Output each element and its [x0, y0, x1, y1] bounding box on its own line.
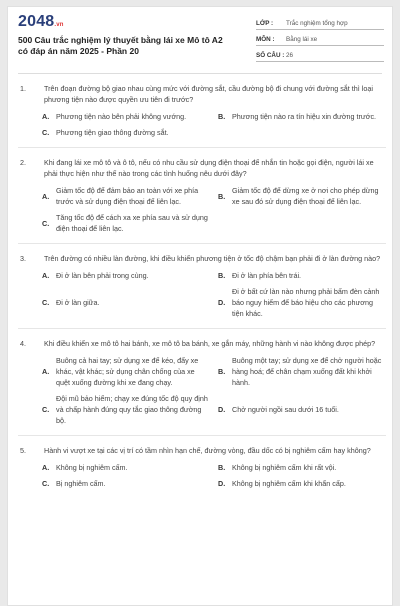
answer-text: Bị nghiêm cấm.	[56, 479, 106, 488]
answer-text: Phương tiện nào bên phải không vướng.	[56, 112, 187, 121]
answer-text: Đội mũ bảo hiểm; chạy xe đúng tốc độ quy định và chấp hành đúng quy tắc giao thông đường bộ.	[56, 394, 208, 425]
answer-text: Phương tiện giao thông đường sắt.	[56, 128, 169, 137]
answer-letter: B.	[218, 463, 226, 472]
question-text: Trên đường có nhiều làn đường, khi điều khiển phương tiện ở tốc độ chậm bạn phải đi ở làn đường nào?	[44, 254, 381, 263]
header-divider	[18, 73, 382, 74]
answer-text: Buông một tay; sử dụng xe để chở người hoặc hàng hoá; để chân chạm xuống đất khi khởi hành.	[232, 356, 382, 387]
question-text: Trên đoạn đường bộ giao nhau cùng mức với đường sắt, cầu đường bộ đi chung với đường sắt thì loại phương tiện nào được quyền ưu tiên đi trước?	[44, 84, 373, 104]
answer-letter: C.	[42, 128, 50, 137]
question-number: 4.	[20, 339, 26, 348]
answer-letter: A.	[42, 191, 50, 201]
meta-label: MÔN :	[256, 36, 275, 43]
logo-text: 2048	[18, 13, 55, 30]
meta-value: 26	[286, 52, 294, 59]
question-divider	[18, 243, 386, 244]
answer-letter: B.	[218, 367, 226, 376]
question-item	[18, 338, 386, 426]
answer-letter: D.	[218, 479, 226, 488]
document-page	[7, 6, 393, 606]
meta-row	[256, 49, 384, 62]
question-head	[18, 83, 386, 105]
answer-option[interactable]	[218, 270, 392, 281]
answer-text: Tăng tốc độ để cách xa xe phía sau và sử dụng điện thoại để liên lạc.	[56, 213, 208, 233]
logo-suffix: .vn	[54, 22, 64, 28]
document-title: 500 Câu trắc nghiệm lý thuyết bằng lái xe Mô tô A2 có đáp án năm 2025 - Phần 20	[18, 35, 223, 56]
meta-table	[256, 17, 384, 65]
answer-option[interactable]	[42, 355, 216, 388]
answer-options	[42, 355, 386, 426]
answer-letter: B.	[218, 191, 226, 201]
answer-letter: B.	[218, 271, 226, 280]
answer-text: Giảm tốc độ để dừng xe ở nơi cho phép dừng xe sau đó sử dụng điện thoại để liên lạc.	[232, 186, 379, 206]
answer-letter: B.	[218, 112, 226, 121]
answer-letter: C.	[42, 218, 50, 228]
answer-letter: D.	[218, 405, 226, 414]
answer-option[interactable]	[218, 462, 392, 473]
answer-letter: A.	[42, 271, 50, 280]
answer-text: Đi ở bất cứ làn nào nhưng phải bấm đèn cảnh báo nguy hiểm để báo hiệu cho các phương tiện khác.	[232, 287, 380, 318]
answer-text: Không bị nghiêm cấm khi khẩn cấp.	[232, 479, 346, 488]
answer-options	[42, 462, 386, 489]
answer-option[interactable]	[42, 478, 216, 489]
question-divider	[18, 328, 386, 329]
meta-row	[256, 17, 384, 30]
question-item	[18, 157, 386, 234]
answer-option[interactable]	[218, 355, 392, 388]
answer-option[interactable]	[218, 111, 392, 122]
question-number: 5.	[20, 446, 26, 455]
answer-letter: D.	[218, 298, 226, 307]
question-number: 1.	[20, 84, 26, 93]
answer-option[interactable]	[42, 286, 216, 319]
answer-option[interactable]	[42, 185, 216, 207]
answer-option[interactable]	[42, 127, 216, 138]
question-number: 3.	[20, 254, 26, 263]
question-head	[18, 253, 386, 264]
meta-label: LỚP :	[256, 20, 274, 27]
answer-option[interactable]	[42, 111, 216, 122]
question-divider	[18, 147, 386, 148]
answer-option[interactable]	[218, 478, 392, 489]
meta-value: Bằng lái xe	[286, 36, 318, 43]
answer-letter: C.	[42, 479, 50, 488]
answer-options	[42, 111, 386, 138]
answer-text: Chở người ngồi sau dưới 16 tuổi.	[232, 405, 339, 414]
question-head	[18, 157, 386, 179]
answer-letter: A.	[42, 112, 50, 121]
meta-label: SỐ CÂU :	[256, 52, 285, 59]
document-header	[8, 7, 392, 73]
question-head	[18, 338, 386, 349]
answer-letter: A.	[42, 367, 50, 376]
question-item	[18, 83, 386, 138]
question-text: Hành vi vượt xe tại các vị trí có tầm nhìn hạn chế, đường vòng, đầu dốc có bị nghiêm cấm hay không?	[44, 446, 371, 455]
answer-letter: A.	[42, 463, 50, 472]
answer-text: Buông cả hai tay; sử dụng xe để kéo, đẩy xe khác, vật khác; sử dụng chân chống của xe quệt xuống đường khi xe đang chạy.	[56, 356, 199, 387]
question-list	[18, 83, 386, 498]
answer-option[interactable]	[218, 393, 392, 426]
question-text: Khi điều khiển xe mô tô hai bánh, xe mô tô ba bánh, xe gắn máy, những hành vi nào không được phép?	[44, 339, 376, 348]
answer-text: Đi ở làn phía bên trái.	[232, 271, 302, 280]
question-item	[18, 445, 386, 489]
answer-text: Đi ở làn giữa.	[56, 298, 100, 307]
answer-option[interactable]	[42, 462, 216, 473]
answer-option[interactable]	[218, 185, 392, 207]
question-divider	[18, 435, 386, 436]
answer-options	[42, 185, 386, 234]
meta-row	[256, 33, 384, 46]
answer-letter: C.	[42, 405, 50, 414]
answer-option[interactable]	[42, 393, 216, 426]
answer-text: Không bị nghiêm cấm.	[56, 463, 128, 472]
answer-letter: C.	[42, 298, 50, 307]
answer-options	[42, 270, 386, 319]
meta-value: Trắc nghiệm tổng hợp	[286, 20, 348, 27]
answer-option[interactable]	[42, 212, 216, 234]
answer-text: Đi ở làn bên phải trong cùng.	[56, 271, 149, 280]
answer-option[interactable]	[42, 270, 216, 281]
question-text: Khi đang lái xe mô tô và ô tô, nếu có nhu cầu sử dụng điện thoại để nhắn tin hoặc gọi điện, người lái xe phải thực hiện như thế nào trong các tình huống nêu dưới đây?	[44, 158, 374, 178]
answer-text: Giảm tốc độ để đảm bảo an toàn với xe phía trước và sử dụng điện thoại để liên lạc.	[56, 186, 199, 206]
answer-text: Không bị nghiêm cấm khi rất vội.	[232, 463, 337, 472]
question-number: 2.	[20, 158, 26, 167]
question-head	[18, 445, 386, 456]
answer-text: Phương tiện nào ra tín hiệu xin đường trước.	[232, 112, 377, 121]
answer-option[interactable]	[218, 286, 392, 319]
question-item	[18, 253, 386, 319]
